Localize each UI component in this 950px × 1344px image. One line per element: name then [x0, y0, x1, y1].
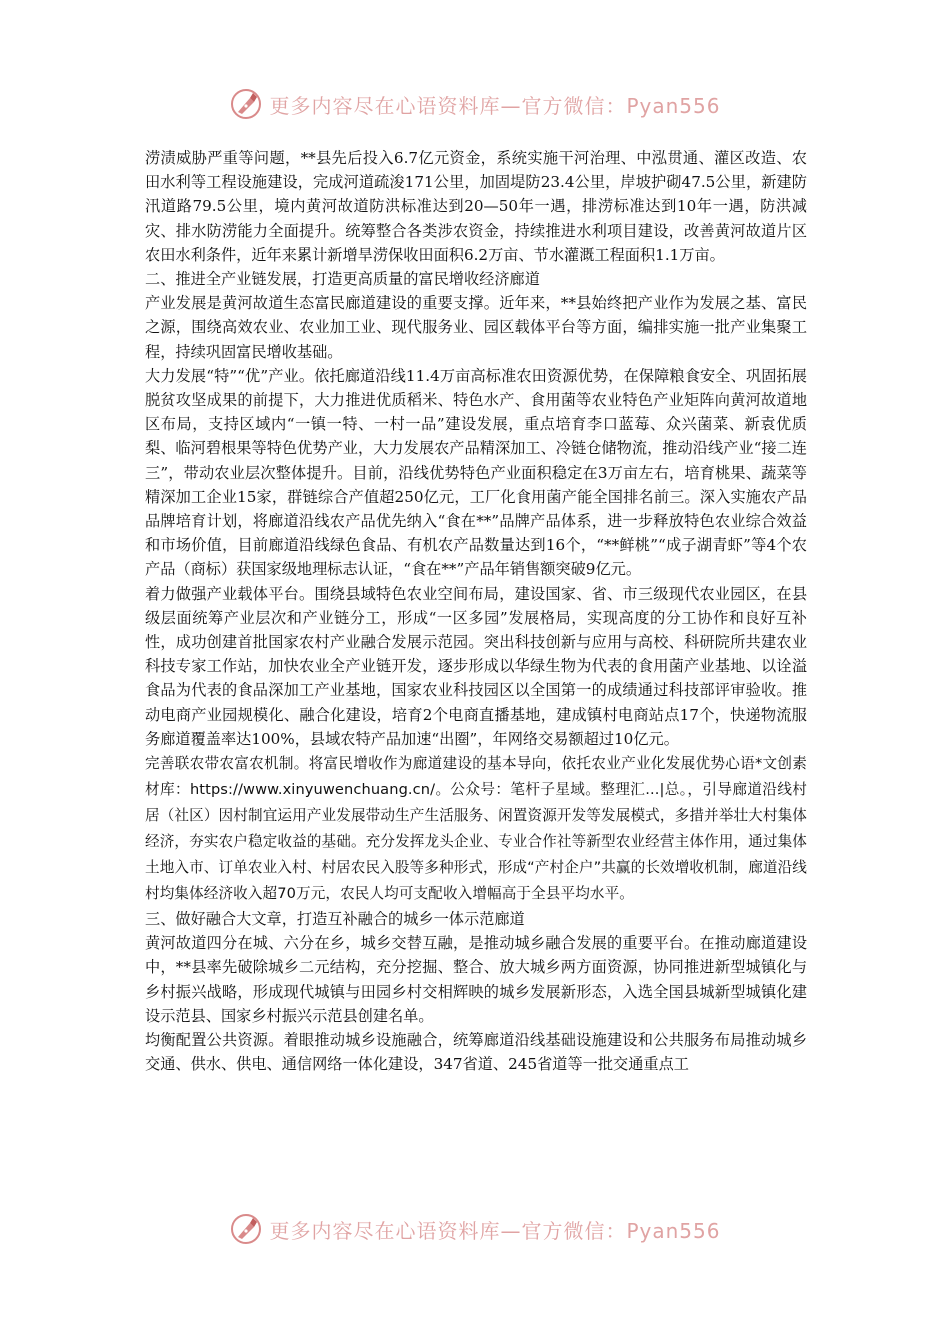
- watermark-text: 更多内容尽在心语资料库—官方微信：Pyan556: [269, 93, 721, 118]
- document-body: [145, 146, 807, 1077]
- section-heading-3: 三、做好融合大文章，打造互补融合的城乡一体示范廊道: [145, 910, 525, 929]
- pen-nib-logo-icon: [229, 87, 263, 121]
- paragraph-special-industries: 大力发展“特”“优”产业。依托廊道沿线11.4万亩高标准农田资源优势，在保障粮食安全、巩固拓展脱贫攻坚成果的前提下，大力推进优质稻米、特色水产、食用菌等农业特色产业矩阵向黄河故道地区布局，支持区域内“一镇一特、一村一品”建设发展，重点培育李口蓝莓、众兴菌菜、新袁优质梨、临河碧根果等特色优势产业，大力发展农产品精深加工、冷链仓储物流，推动沿线产业“接二连三”，带动农业层次整体提升。目前，沿线优势特色产业面积稳定在3万亩左右，培育桃果、蔬菜等精深加工企业15家，群链综合产值超250亿元，工厂化食用菌产能全国排名前三。深入实施农产品品牌培育计划，将廊道沿线农产品优先纳入“食在**”品牌产品体系，进一步释放特色农业综合效益和市场价值，目前廊道沿线绿色食品、有机农产品数量达到16个，“**鲜桃”“成子湖青虾”等4个农产品（商标）获国家级地理标志认证，“食在**”产品年销售额突破9亿元。: [145, 366, 807, 579]
- watermark-text: 更多内容尽在心语资料库—官方微信：Pyan556: [269, 1218, 721, 1243]
- watermark-header: [0, 82, 950, 126]
- paragraph-public-resources: 均衡配置公共资源。着眼推动城乡设施融合，统筹廊道沿线基础设施建设和公共服务布局推动城乡交通、供水、供电、通信网络一体化建设，347省道、245省道等一批交通重点工: [145, 1031, 807, 1074]
- section-heading-2: 二、推进全产业链发展，打造更高质量的富民增收经济廊道: [145, 270, 540, 289]
- pen-nib-logo-icon: [229, 1212, 263, 1246]
- paragraph-farmer-mechanism: 完善联农带农富农机制。将富民增收作为廊道建设的基本导向，依托农业产业化发展优势心语*文创素材库：https://www.xinyuwenchuang.cn/。公众号：笔杆子星域。整理汇...|总。，引导廊道沿线村居（社区）因村制宜运用产业发展带动生产生活服务、闲置资源开发等发展模式，多措并举壮大村集体经济，夯实农户稳定收益的基础。充分发挥龙头企业、专业合作社等新型农业经营主体作用，通过集体土地入市、订单农业入村、村居农民入股等多种形式，形成“产村企户”共赢的长效增收机制，廊道沿线村均集体经济收入超70万元，农民人均可支配收入增幅高于全县平均水平。: [145, 755, 807, 903]
- watermark-footer: [0, 1207, 950, 1251]
- paragraph-industry-intro: 产业发展是黄河故道生态富民廊道建设的重要支撑。近年来，**县始终把产业作为发展之基、富民之源，围绕高效农业、农业加工业、现代服务业、园区载体平台等方面，编排实施一批产业集聚工程，持续巩固富民增收基础。: [145, 294, 807, 361]
- paragraph-industry-platform: 着力做强产业载体平台。围绕县域特色农业空间布局，建设国家、省、市三级现代农业园区，在县级层面统筹产业层次和产业链分工，形成“一区多园”发展格局，实现高度的分工协作和良好互补性，成功创建首批国家农村产业融合发展示范园。突出科技创新与应用与高校、科研院所共建农业科技专家工作站，加快农业全产业链开发，逐步形成以华绿生物为代表的食用菌产业基地、以诠溢食品为代表的食品深加工产业基地，国家农业科技园区以全国第一的成绩通过科技部评审验收。推动电商产业园规模化、融合化建设，培育2个电商直播基地，建成镇村电商站点17个，快递物流服务廊道覆盖率达100%，县域农特产品加速“出圈”，年网络交易额超过10亿元。: [145, 584, 807, 748]
- paragraph-urban-rural-intro: 黄河故道四分在城、六分在乡，城乡交替互融，是推动城乡融合发展的重要平台。在推动廊道建设中，**县率先破除城乡二元结构，充分挖掘、整合、放大城乡两方面资源，协同推进新型城镇化与乡村振兴战略，形成现代城镇与田园乡村交相辉映的城乡发展新形态，入选全国县城新型城镇化建设示范县、国家乡村振兴示范县创建名单。: [145, 934, 807, 1025]
- paragraph-water-conservancy: 涝渍威胁严重等问题，**县先后投入6.7亿元资金，系统实施干河治理、中泓贯通、灌区改造、农田水利等工程设施建设，完成河道疏浚171公里，加固堤防23.4公里，岸坡护砌47.5公里，新建防汛道路79.5公里，境内黄河故道防洪标准达到20—50年一遇，排涝标准达到10年一遇，防洪减灾、排水防涝能力全面提升。统筹整合各类涉农资金，持续推进水利项目建设，改善黄河故道片区农田水利条件，近年来累计新增旱涝保收田面积6.2万亩、节水灌溉工程面积1.1万亩。: [145, 149, 807, 264]
